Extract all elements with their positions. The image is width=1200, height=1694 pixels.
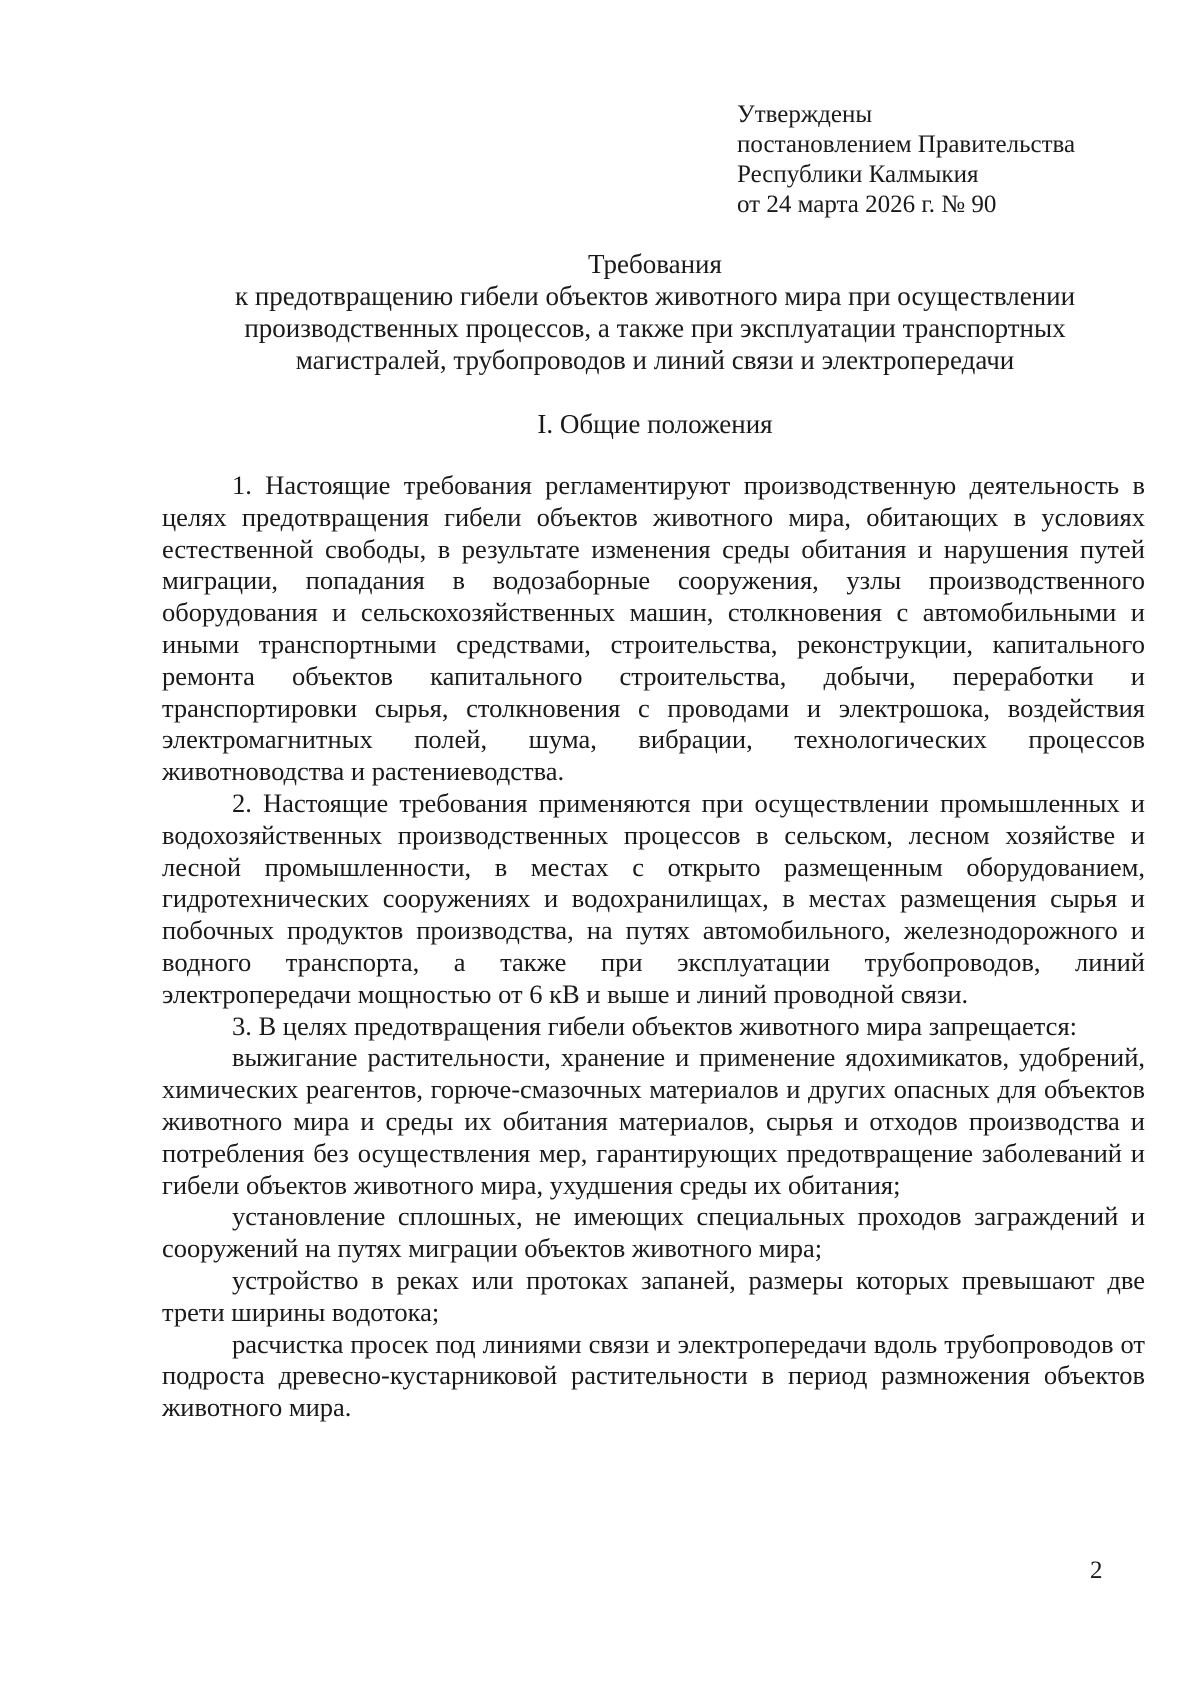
approval-line: Республики Калмыкия bbox=[737, 161, 979, 188]
paragraph: выжигание растительности, хранение и применение ядохимикатов, удобрений, химических реагентов, горюче-смазочных материалов и других опасных для объектов животного мира и среды их обитания материалов, сырья и отходов производства и потребления без осуществления мер, гарантирующих предотвращение заболеваний и гибели объектов животного мира, ухудшения среды их обитания; bbox=[162, 1042, 1145, 1200]
approval-stamp bbox=[737, 100, 1075, 220]
approval-line: Утверждены bbox=[737, 101, 873, 128]
title-line: производственных процессов, а также при эксплуатации транспортных bbox=[244, 313, 1066, 343]
title-line: магистралей, трубопроводов и линий связи и электропередачи bbox=[295, 345, 1015, 375]
paragraph: установление сплошных, не имеющих специальных проходов заграждений и сооружений на путях миграции объектов животного мира; bbox=[162, 1201, 1145, 1264]
paragraph: устройство в реках или протоках запаней, размеры которых превышают две трети ширины водотока; bbox=[162, 1264, 1145, 1327]
paragraph: 1. Настоящие требования регламентируют производственную деятельность в целях предотвращения гибели объектов животного мира, обитающих в условиях естественной свободы, в результате изменения среды обитания и нарушения путей миграции, попадания в водозаборные сооружения, узлы производственного оборудования и сельскохозяйственных машин, столкновения с автомобильными и иными транспортными средствами, строительства, реконструкции, капитального ремонта объектов капитального строительства, добычи, переработки и транспортировки сырья, столкновения с проводами и электрошока, воздействия электромагнитных полей, шума, вибрации, технологических процессов животноводства и растениеводства. bbox=[162, 470, 1145, 787]
approval-date: от 24 марта 2026 г. № 90 bbox=[737, 191, 997, 218]
title-heading: Требования bbox=[588, 249, 722, 279]
page-number: 2 bbox=[1090, 1557, 1103, 1584]
document-title bbox=[160, 248, 1150, 376]
title-line: к предотвращению гибели объектов животного мира при осуществлении bbox=[234, 281, 1076, 311]
approval-line: постановлением Правительства bbox=[737, 131, 1076, 158]
paragraph: 2. Настоящие требования применяются при осуществлении промышленных и водохозяйственных производственных процессов в сельском, лесном хозяйстве и лесной промышленности, в местах с открыто размещенным оборудованием, гидротехнических сооружениях и водохранилищах, в местах размещения сырья и побочных продуктов производства, на путях автомобильного, железнодорожного и водного транспорта, а также при эксплуатации трубопроводов, линий электропередачи мощностью от 6 кВ и выше и линий проводной связи. bbox=[162, 787, 1145, 1009]
paragraph: расчистка просек под линиями связи и электропередачи вдоль трубопроводов от подроста древесно-кустарниковой растительности в период размножения объектов животного мира. bbox=[162, 1328, 1145, 1423]
paragraph: 3. В целях предотвращения гибели объектов животного мира запрещается: bbox=[232, 1010, 1077, 1041]
document-body bbox=[162, 470, 1145, 1424]
section-heading: I. Общие положения bbox=[537, 409, 773, 439]
